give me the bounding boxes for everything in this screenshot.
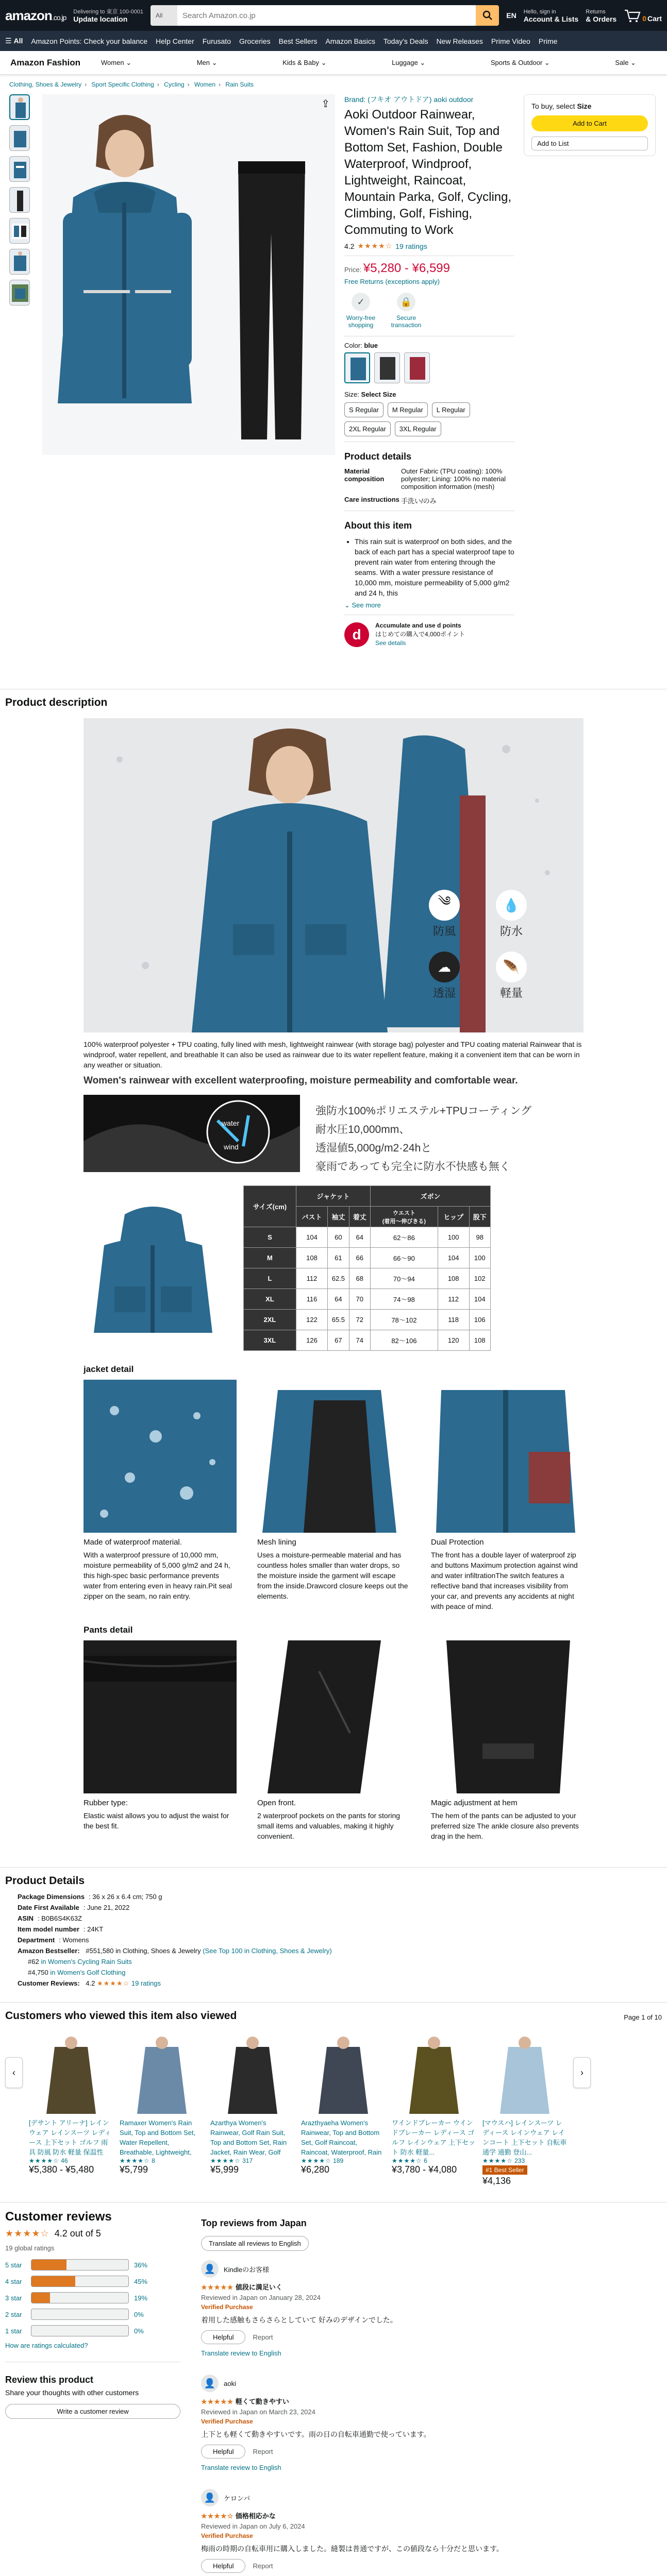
star-rating-icon: ★★★★☆: [201, 2512, 234, 2520]
ratings-count-link[interactable]: 19 ratings: [395, 242, 427, 250]
product-details-heading: Product details: [344, 451, 412, 462]
language-select[interactable]: EN: [506, 11, 516, 20]
product-thumbnail: [392, 2031, 476, 2114]
breadcrumb-item[interactable]: Women: [194, 81, 216, 88]
account-menu[interactable]: Hello, sign in Account & Lists: [523, 9, 579, 23]
store-nav: [0, 51, 667, 75]
product-thumbnail: [120, 2031, 204, 2114]
pants-detail-item: Open front. 2 waterproof pockets on the pants for storing small items and valuables, making it highly convenient.: [257, 1640, 410, 1841]
write-review-button[interactable]: Write a customer review: [5, 2404, 180, 2419]
deliver-to[interactable]: Delivering to 東京 100-0001 Update location: [73, 9, 144, 23]
all-menu-button[interactable]: ☰ All: [5, 37, 23, 45]
thumbnail[interactable]: [9, 125, 30, 151]
star-rating-icon: ★★★★★: [201, 2283, 234, 2291]
svg-text:wind: wind: [224, 1143, 239, 1151]
subnav-item[interactable]: Today's Deals: [383, 37, 428, 45]
dual-protection-image: [431, 1380, 584, 1533]
size-option[interactable]: S Regular: [344, 402, 383, 417]
product-thumbnail: [210, 2031, 295, 2114]
product-details-list: Package Dimensions ‏:‎ 36 x 26 x 6.4 cm; 750 g Date First Available ‏:‎ June 21, 2022 ASIN ‏:‎ B0B6S4K63Z Item model number ‏:‎ 24KT Department ‏:‎ Womens Amazon Bestseller: #551,580 in Clothing, Shoes & Jewelry (See Top 100 in Clothing, Shoes & Jewelry) #62 in Women's Cycling Rain Suits #4,750 in Women's Golf Clothing Customer Reviews: 4.2 ★★★★☆ 19 ratings: [18, 1893, 332, 1987]
d-points-icon: d: [344, 622, 369, 647]
price-block: Price: ¥5,280 - ¥6,599: [344, 261, 450, 275]
cart-count: 0: [642, 14, 646, 23]
product-title: Aoki Outdoor Rainwear, Women's Rain Suit, Top and Bottom Set, Fashion, Double Waterproof, Windproof, Lightweight, Raincoat, Mountain Parka, Golf, Cycling, Climbing, Golf, Fishing, Commuting to Work: [344, 108, 512, 237]
color-swatch-blue[interactable]: [344, 352, 370, 383]
breadcrumb-item[interactable]: Clothing, Shoes & Jewelry: [9, 81, 82, 88]
avatar: 👤: [201, 2375, 219, 2392]
windproof-icon: ༄: [429, 890, 460, 921]
subnav-item[interactable]: Amazon Basics: [325, 37, 375, 45]
orders-link[interactable]: Returns & Orders: [586, 9, 617, 23]
best-seller-badge: #1 Best Seller: [482, 2165, 527, 2175]
translate-review-link[interactable]: Translate review to English: [201, 2349, 281, 2357]
subnav-item[interactable]: New Releases: [436, 37, 483, 45]
review-item: 👤 ケロンパ ★★★★☆ 価格相応かな Reviewed in Japan on July 6, 2024 Verified Purchase 梅雨の時期の自転車用に購入しました。縫製は普通ですが、この値段なら十分だと思います。 Helpful Report: [201, 2489, 662, 2576]
fabric-banner: water wind 強防水100%ポリエステル+TPUコーティング 耐水圧10,000mm、 透湿値5,000g/m2·24hと 豪雨であっても完全に防水不快感も無く: [84, 1095, 583, 1172]
avatar: 👤: [201, 2260, 219, 2278]
mesh-lining-image: [257, 1380, 410, 1533]
also-viewed-carousel: [0, 2031, 667, 2187]
rank-category-link[interactable]: in Women's Golf Clothing: [50, 1969, 126, 1976]
top-reviews: Top reviews from Japan Translate all reviews to English 👤 Kindleのお客様 ★★★★★ 値段に満足いく Reviewed in Japan on January 28, 2024 Verified Purchase 着用した感触もさらさらとしていて 好みのデザインでした。 Helpful Report Translate review to English 👤 aoki ★★★★★ 軽くて動きやすい Reviewed in Japan on March 23, 2024 Verified Purchase 上下とも軽くて動きやすいです。雨の日の自転車通勤で使っています。 Helpful Report Translate review to English 👤 ケロンパ ★★★★☆ 価格相応かな Reviewed in Japan on July 6, 2024 Verified Purchase 梅雨の時期の自転車用に購入しました。縫製は普通ですが、この値段なら十分だと思います。 Helpful Report: [201, 2202, 662, 2576]
color-swatches: [344, 352, 514, 383]
description-heading: Product description: [5, 697, 108, 708]
search-input[interactable]: [177, 5, 476, 26]
sub-nav-bar: [0, 31, 667, 51]
search-bar: [151, 5, 499, 26]
product-thumbnail: [482, 2031, 567, 2114]
d-points-details-link[interactable]: See details: [375, 639, 406, 647]
carousel-prev-button[interactable]: [5, 2057, 23, 2088]
lock-icon: 🔒: [397, 293, 415, 311]
how-ratings-link[interactable]: How are ratings calculated?: [5, 2342, 88, 2349]
carousel-next-button[interactable]: [573, 2057, 591, 2088]
store-nav-sale[interactable]: Sale ⌄: [615, 58, 636, 66]
see-more-link[interactable]: ⌄ See more: [344, 601, 381, 609]
carousel-item[interactable]: [デサント アリーナ] レインウェア レインスーツ レディース 上下セット ゴルフ 雨具 防風 防水 軽量 保温性 ★★★★☆ 46 ¥5,380 - ¥5,480: [29, 2031, 113, 2175]
about-list: • This rain suit is waterproof on both sides, and the back of each part has a special waterproof tape to prevent rain water from entering through the seams. With a water pressure resistance of 10,000 mm, moisture permeability of 5,000 g/m2 and 24 h, this: [344, 536, 514, 598]
feature-icons: ༄ 防風 💧 防水 ☁ 透湿 🪶 軽量: [419, 890, 553, 1019]
star-rating-icon: ★★★★☆: [5, 2228, 49, 2239]
rank-category-link[interactable]: in Women's Cycling Rain Suits: [41, 1958, 132, 1965]
top-nav-bar: [0, 0, 667, 31]
size-option[interactable]: M Regular: [388, 402, 428, 417]
product-main: [0, 94, 667, 648]
carousel-item[interactable]: Arazthyaeha Women's Rainwear, Top and Bottom Set, Golf Raincoat, Raincoat, Waterproof, Rain ★★★★☆ 189 ¥6,280: [301, 2031, 386, 2175]
carousel-item[interactable]: [マウスハ] レインスーツ レディース レインウェア レインコート 上下セット 自転車 通学 通勤 登山... ★★★★☆ 233 #1 Best Seller ¥4,136: [482, 2031, 567, 2187]
rating-summary[interactable]: 4.2 ★★★★☆ 19 ratings: [344, 242, 427, 250]
table-row: XL 116 64 70 74〜98 112 104: [244, 1289, 491, 1310]
breadcrumb-item[interactable]: Cycling: [164, 81, 185, 88]
rating-bar-3[interactable]: 3 star 19%: [5, 2292, 180, 2303]
jacket-detail-item: Mesh lining Uses a moisture-permeable material and has countless holes smaller than water drops, so the moisture inside the garment will escape from the inside.Drawcord closure keeps out the elements.: [257, 1380, 410, 1612]
trust-badges: [344, 293, 514, 329]
customer-reviews-section: [0, 2202, 667, 2576]
rating-bar-1[interactable]: 1 star 0%: [5, 2325, 180, 2336]
subnav-item[interactable]: Furusato: [202, 37, 231, 45]
jacket-detail-grid: [84, 1380, 583, 1612]
helpful-button[interactable]: Helpful: [201, 2330, 245, 2344]
brand-link[interactable]: Brand: (フキオ アウトドア) aoki outdoor: [344, 95, 474, 104]
pants-detail-item: Rubber type: Elastic waist allows you to adjust the waist for the best fit.: [84, 1640, 237, 1841]
table-row: 3XL 126 67 74 82〜106 120 108: [244, 1330, 491, 1351]
add-to-cart-button[interactable]: Add to Cart: [531, 115, 648, 131]
waterproof-fabric-image: [84, 1380, 237, 1533]
product-details-title: Product Details: [5, 1875, 85, 1887]
cart-button[interactable]: 0 Cart: [624, 8, 662, 23]
product-thumbnail: [301, 2031, 386, 2114]
breathable-icon: ☁: [429, 952, 460, 982]
product-description: [0, 697, 667, 1841]
store-brand[interactable]: Amazon Fashion: [10, 57, 81, 67]
subnav-item[interactable]: Prime Video: [491, 37, 530, 45]
size-option[interactable]: L Regular: [432, 402, 470, 417]
avatar: 👤: [201, 2489, 219, 2506]
d-points-promo: d Accumulate and use d points はじめての購入で4,000ポイント See details: [344, 621, 514, 648]
jacket-detail-heading: jacket detail: [84, 1364, 134, 1374]
store-nav-sports[interactable]: Sports & Outdoor ⌄: [490, 58, 550, 66]
description-highlight: Women's rainwear with excellent waterproofing, moisture permeability and comfortable wear.: [84, 1075, 518, 1086]
free-returns-link[interactable]: Free Returns (exceptions apply): [344, 278, 440, 285]
store-nav-kids[interactable]: Kids & Baby ⌄: [282, 58, 327, 66]
description-text: 100% waterproof polyester + TPU coating, fully lined with mesh, lightweight rainwear (with storage bag) polyester and TPU coating material Rainwear that is windproof, water repellent, and breathable It can also be used as rainwear due to its water repellent feature, making it a convenient item that can be worn in any weather or situation.: [84, 1040, 582, 1069]
share-icon[interactable]: ⇪: [321, 98, 330, 110]
star-rating-icon: ★★★★☆: [96, 1979, 130, 1987]
color-swatch-red[interactable]: [404, 352, 430, 383]
color-swatch-black[interactable]: [374, 352, 400, 383]
subnav-item[interactable]: Help Center: [156, 37, 194, 45]
thumbnail[interactable]: [9, 249, 30, 275]
size-chart-block: [84, 1185, 583, 1351]
also-viewed-heading: Customers who viewed this item also viewed: [5, 2010, 237, 2022]
carousel-item[interactable]: Ramaxer Women's Rain Suit, Top and Bottom Set, Water Repellent, Breathable, Lightweight, ★★★★☆ 8 ¥5,799: [120, 2031, 204, 2175]
shield-icon: ✓: [352, 293, 370, 311]
also-viewed-section: [0, 2003, 667, 2031]
size-options: [344, 402, 514, 436]
main-product-image[interactable]: [42, 94, 335, 455]
lightweight-icon: 🪶: [496, 952, 527, 982]
worry-free-badge[interactable]: ✓ Worry-free shopping: [344, 293, 377, 329]
chevron-left-icon: ‹: [12, 2067, 15, 2078]
pants-detail-grid: [84, 1640, 583, 1841]
helpful-button[interactable]: Helpful: [201, 2559, 245, 2573]
store-nav-women[interactable]: Women ⌄: [101, 58, 132, 66]
ratings-summary: Customer reviews ★★★★☆ 4.2 out of 5 19 global ratings 5 star 36% 4 star 45% 3 star 19% 2 star 0% 1 star 0% How are ratings calculated? Review this product Share your thoughts with other customers Write a customer review: [5, 2202, 180, 2576]
top-100-link[interactable]: (See Top 100 in Clothing, Shoes & Jewelry): [203, 1947, 332, 1955]
open-front-image: [257, 1640, 410, 1793]
thumbnail[interactable]: [9, 280, 30, 306]
review-item: 👤 aoki ★★★★★ 軽くて動きやすい Reviewed in Japan on March 23, 2024 Verified Purchase 上下とも軽くて動きやすいです。雨の日の自転車通勤で使っています。 Helpful Report Translate review to English: [201, 2375, 662, 2471]
cart-icon: [624, 8, 641, 23]
report-link[interactable]: Report: [253, 2448, 273, 2455]
rainwear-product-photo: [42, 94, 335, 455]
star-rating-icon: ★★★★★: [201, 2398, 234, 2405]
rating-bar-2[interactable]: 2 star 0%: [5, 2309, 180, 2320]
table-row: S 104 60 64 62〜86 100 98: [244, 1227, 491, 1248]
svg-text:water: water: [222, 1119, 240, 1127]
waterproof-icon: 💧: [496, 890, 527, 921]
size-chart-jacket-image: [84, 1199, 223, 1338]
secure-transaction-badge[interactable]: 🔒 Secure transaction: [390, 293, 423, 329]
thumbnail-list: [9, 94, 33, 648]
subnav-item[interactable]: Amazon Points: Check your balance: [31, 37, 148, 45]
hem-adjustment-image: [431, 1640, 584, 1793]
carousel-item[interactable]: ワインドブレーカー ウインドブレーカー レディース ゴルフ レインウェア 上下セット 防水 軽量... ★★★★☆ 6 ¥3,780 - ¥4,080: [392, 2031, 476, 2175]
search-category-select[interactable]: All: [151, 5, 177, 26]
subnav-item[interactable]: Groceries: [239, 37, 271, 45]
rating-bar-5[interactable]: 5 star 36%: [5, 2259, 180, 2270]
store-nav-men[interactable]: Men ⌄: [196, 58, 218, 66]
add-to-list-button[interactable]: Add to List: [531, 137, 648, 150]
breadcrumb-item[interactable]: Sport Specific Clothing: [91, 81, 154, 88]
table-row: 2XL 122 65.5 72 78〜102 118 106: [244, 1310, 491, 1330]
thumbnail[interactable]: [9, 94, 30, 120]
helpful-button[interactable]: Helpful: [201, 2445, 245, 2459]
rating-bar-4[interactable]: 4 star 45%: [5, 2276, 180, 2287]
rubber-waist-image: [84, 1640, 237, 1793]
pants-detail-heading: Pants detail: [84, 1625, 133, 1635]
product-thumbnail: [29, 2031, 113, 2114]
care-row: Care instructions 手洗い/のみ: [344, 496, 437, 505]
review-item: 👤 Kindleのお客様 ★★★★★ 値段に満足いく Reviewed in Japan on January 28, 2024 Verified Purchase 着用した感触もさらさらとしていて 好みのデザインでした。 Helpful Report Translate review to English: [201, 2260, 662, 2357]
about-heading: About this item: [344, 520, 412, 531]
store-nav-luggage[interactable]: Luggage ⌄: [392, 58, 426, 66]
product-details-section: [0, 1875, 667, 1989]
chevron-right-icon: ›: [580, 2067, 583, 2078]
size-table: サイズ(cm) ジャケット ズボン バスト 袖丈 着丈 ウエスト (着用〜伸びきる) ヒップ 股下 S 104 60 64 62〜86 100 98 M 108 61 66 66〜90 104 100 L 112 62.5 68 70〜94 108 102 XL 116 64 70 74〜98 112 104 2XL 122 65.5 72 78〜102 118 106 3XL 126 67 74 82〜106 120 108: [243, 1185, 491, 1351]
price: ¥5,280 - ¥6,599: [363, 261, 450, 275]
star-rating-icon: ★★★★☆: [357, 242, 393, 250]
breadcrumb: Clothing, Shoes & Jewelry › Sport Specific Clothing › Cycling › Women › Rain Suits: [9, 81, 254, 88]
search-icon: [482, 10, 493, 21]
buy-box: To buy, select Size Add to Cart Add to List: [524, 94, 656, 156]
carousel-item[interactable]: Azarthya Women's Rainwear, Golf Rain Suit, Top and Bottom Set, Rain Jacket, Rain Wear, Golf ★★★★☆ 317 ¥5,999: [210, 2031, 295, 2175]
table-row: L 112 62.5 68 70〜94 108 102: [244, 1268, 491, 1289]
size-option[interactable]: 2XL Regular: [344, 421, 391, 436]
table-row: M 108 61 66 66〜90 104 100: [244, 1248, 491, 1268]
color-label: Color: blue: [344, 342, 378, 349]
report-link[interactable]: Report: [253, 2562, 273, 2570]
subnav-item[interactable]: Prime: [538, 37, 558, 45]
amazon-logo[interactable]: amazon.co.jp: [5, 7, 66, 23]
thumbnail[interactable]: [9, 156, 30, 182]
material-row: Material composition Outer Fabric (TPU coating): 100% polyester; Lining: 100% no material composition information (mesh): [344, 467, 506, 490]
size-label: Size: Select Size: [344, 391, 396, 398]
translate-review-link[interactable]: Translate review to English: [201, 2464, 281, 2471]
report-link[interactable]: Report: [253, 2333, 273, 2341]
translate-all-button[interactable]: Translate all reviews to English: [201, 2236, 309, 2251]
carousel-page: Page 1 of 10: [624, 2013, 662, 2021]
jacket-detail-item: Made of waterproof material. With a waterproof pressure of 10,000 mm, moisture permeability of 5,000 g/m2 and 24 h, this high-spec basic performance prevents water from entering even in heavy rain.Pit seal zipper on the seam, no rain entry.: [84, 1380, 237, 1612]
product-info: [344, 94, 514, 648]
breadcrumb-item[interactable]: Rain Suits: [225, 81, 254, 88]
pants-detail-item: Magic adjustment at hem The hem of the pants can be adjusted to your preferred size The ankle closure also prevents drag in the hem.: [431, 1640, 584, 1841]
subnav-item[interactable]: Best Sellers: [278, 37, 318, 45]
fabric-diagram: [84, 1095, 300, 1172]
ratings-count-link[interactable]: 19 ratings: [131, 1979, 161, 1987]
jacket-detail-item: Dual Protection The front has a double layer of waterproof zip and buttons Maximum protection against wind and water infiltrationThe switch features a reflective band that increases visibility from your car, and prevents any accidents at night with peace of mind.: [431, 1380, 584, 1612]
size-option[interactable]: 3XL Regular: [395, 421, 441, 436]
search-button[interactable]: [476, 5, 499, 26]
thumbnail[interactable]: [9, 218, 30, 244]
thumbnail[interactable]: [9, 187, 30, 213]
